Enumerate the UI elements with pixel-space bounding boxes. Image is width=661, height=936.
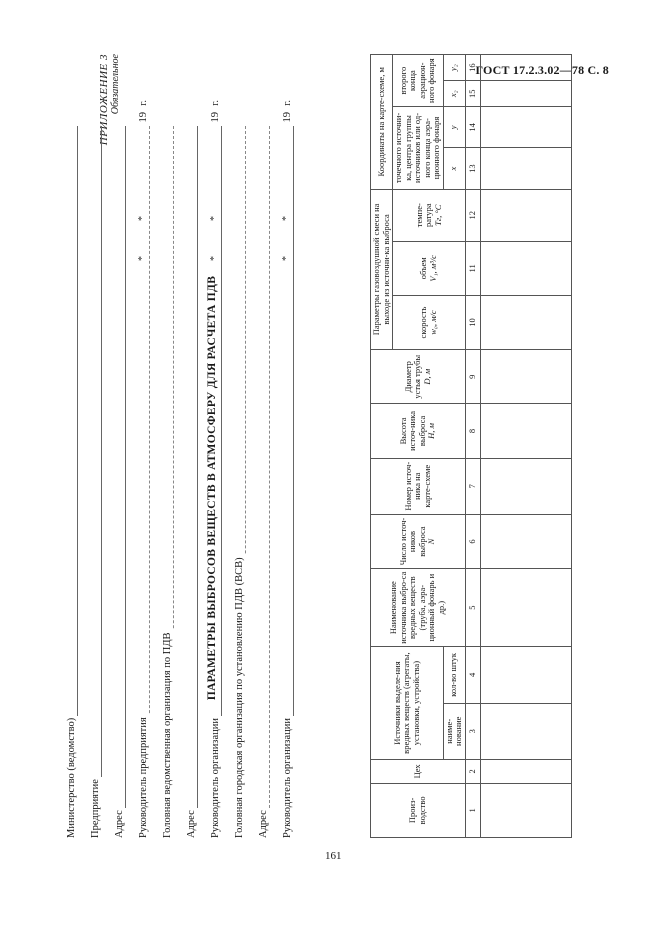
header-coords: Координаты на карте-схеме, м	[371, 55, 393, 190]
column-number: 15	[465, 81, 480, 107]
header-temperature: темпе-ратура Tг, °C	[393, 189, 466, 241]
empty-cell	[480, 404, 571, 458]
document-title: ПАРАМЕТРЫ ВЫБРОСОВ ВЕЩЕСТВ В АТМОСФЕРУ ДЛЯ РАСЧЕТА ПДВ	[206, 275, 218, 701]
address-field-3	[257, 126, 271, 838]
column-number: 6	[465, 514, 480, 568]
empty-cell	[480, 350, 571, 404]
date-star: *	[137, 256, 148, 261]
address-field-2	[185, 126, 199, 838]
fill-line	[125, 126, 126, 838]
address-field-1	[113, 126, 127, 838]
empty-cell	[480, 148, 571, 189]
city-org-label: Головная городская организация по установлению ПДВ (ВСВ)	[234, 557, 245, 838]
enterprise-label: Предприятие	[90, 779, 101, 838]
header-coords-second: второго конца аэрацион-ного фонаря	[393, 55, 444, 107]
page-number: 161	[325, 850, 342, 862]
column-number: 7	[465, 458, 480, 514]
header-x: x	[443, 148, 465, 189]
date-star: *	[281, 216, 292, 221]
head-org-leader-field	[209, 100, 223, 838]
rotated-form	[48, 54, 608, 838]
header-source-map-no: Номер источ-ника на карте-схеме	[371, 458, 466, 514]
fill-line	[197, 126, 198, 838]
header-emission-source-name: Наименование источника выбро-са вредных веществ (труба, аэра-ционный фонарь и др.)	[371, 569, 466, 647]
column-number: 5	[465, 569, 480, 647]
header-sources-name: наиме-нование	[443, 703, 465, 759]
head-org-label: Головная ведомственная организация по ПДВ	[162, 632, 173, 838]
column-number: 9	[465, 350, 480, 404]
empty-cell	[480, 81, 571, 107]
empty-cell	[480, 55, 571, 81]
column-number-row	[465, 55, 480, 838]
head-org-leader-label: Руководитель организации	[210, 718, 221, 838]
address-label-2: Адрес	[186, 810, 197, 838]
year-suffix: г.	[138, 100, 149, 106]
city-org-leader-field	[281, 100, 295, 838]
header-y: y	[443, 107, 465, 148]
ministry-label: Министерство (ведомство)	[66, 717, 77, 838]
empty-cell	[480, 783, 571, 837]
ministry-field	[65, 126, 79, 838]
column-number: 1	[465, 783, 480, 837]
column-number: 8	[465, 404, 480, 458]
header-row-1	[371, 55, 393, 838]
fill-line	[269, 126, 270, 838]
column-number: 12	[465, 189, 480, 241]
head-enterprise-field	[137, 100, 151, 838]
year-suffix: г.	[282, 100, 293, 106]
header-production: Произ-водство	[371, 783, 466, 837]
appendix-title: ПРИЛОЖЕНИЕ 3	[98, 54, 110, 146]
address-label-1: Адрес	[114, 810, 125, 838]
header-sources-group: Источники выделе-ния вредных веществ (агрегаты, установки, устройства)	[371, 647, 444, 760]
header-gas-params: Параметры газовоздушной смеси на выходе из источни-ка выброса	[371, 189, 393, 349]
header-num-sources: Число источ-ников выброса N	[371, 514, 466, 568]
column-number: 13	[465, 148, 480, 189]
header-height: Высота источ-ника выброса H, м	[371, 404, 466, 458]
column-number: 11	[465, 241, 480, 295]
empty-cell	[480, 458, 571, 514]
gost-header: ГОСТ 17.2.3.02—78 С. 8	[475, 63, 609, 77]
empty-cell	[480, 514, 571, 568]
date-star: *	[209, 216, 220, 221]
emission-parameters-table	[370, 54, 572, 838]
date-star: *	[281, 256, 292, 261]
column-number: 4	[465, 647, 480, 703]
empty-cell	[480, 241, 571, 295]
header-coords-point: точечного источни-ка, центра группы источников или од-ного конца аэра-ционного фонаря	[393, 107, 444, 189]
header-shop: Цех	[371, 759, 466, 783]
header-diameter: Диаметр устья трубы D, м	[371, 350, 466, 404]
header-y2: y₂	[443, 55, 465, 81]
column-number: 3	[465, 703, 480, 759]
empty-cell	[480, 295, 571, 349]
date-star: *	[209, 256, 220, 261]
year-prefix: 19	[210, 112, 221, 123]
year-prefix: 19	[282, 112, 293, 123]
appendix-status: Обязательное	[110, 54, 122, 115]
column-number: 16	[465, 55, 480, 81]
table-row	[480, 55, 571, 838]
empty-cell	[480, 107, 571, 148]
column-number: 14	[465, 107, 480, 148]
header-x2: x₂	[443, 81, 465, 107]
header-velocity: скорость w₀, м/с	[393, 295, 466, 349]
column-number: 2	[465, 759, 480, 783]
header-volume: объем V₁, м³/с	[393, 241, 466, 295]
year-prefix: 19	[138, 112, 149, 123]
head-org-field	[161, 126, 175, 838]
empty-cell	[480, 703, 571, 759]
empty-cell	[480, 759, 571, 783]
empty-cell	[480, 647, 571, 703]
empty-cell	[480, 569, 571, 647]
header-sources-count: кол-во штук	[443, 647, 465, 703]
fill-line	[101, 126, 102, 838]
address-label-3: Адрес	[258, 810, 269, 838]
city-org-leader-label: Руководитель организации	[282, 718, 293, 838]
year-suffix: г.	[210, 100, 221, 106]
date-star: *	[137, 216, 148, 221]
head-enterprise-label: Руководитель предприятия	[138, 717, 149, 838]
city-org-field	[233, 126, 247, 838]
enterprise-field	[89, 126, 103, 838]
empty-cell	[480, 189, 571, 241]
column-number: 10	[465, 295, 480, 349]
